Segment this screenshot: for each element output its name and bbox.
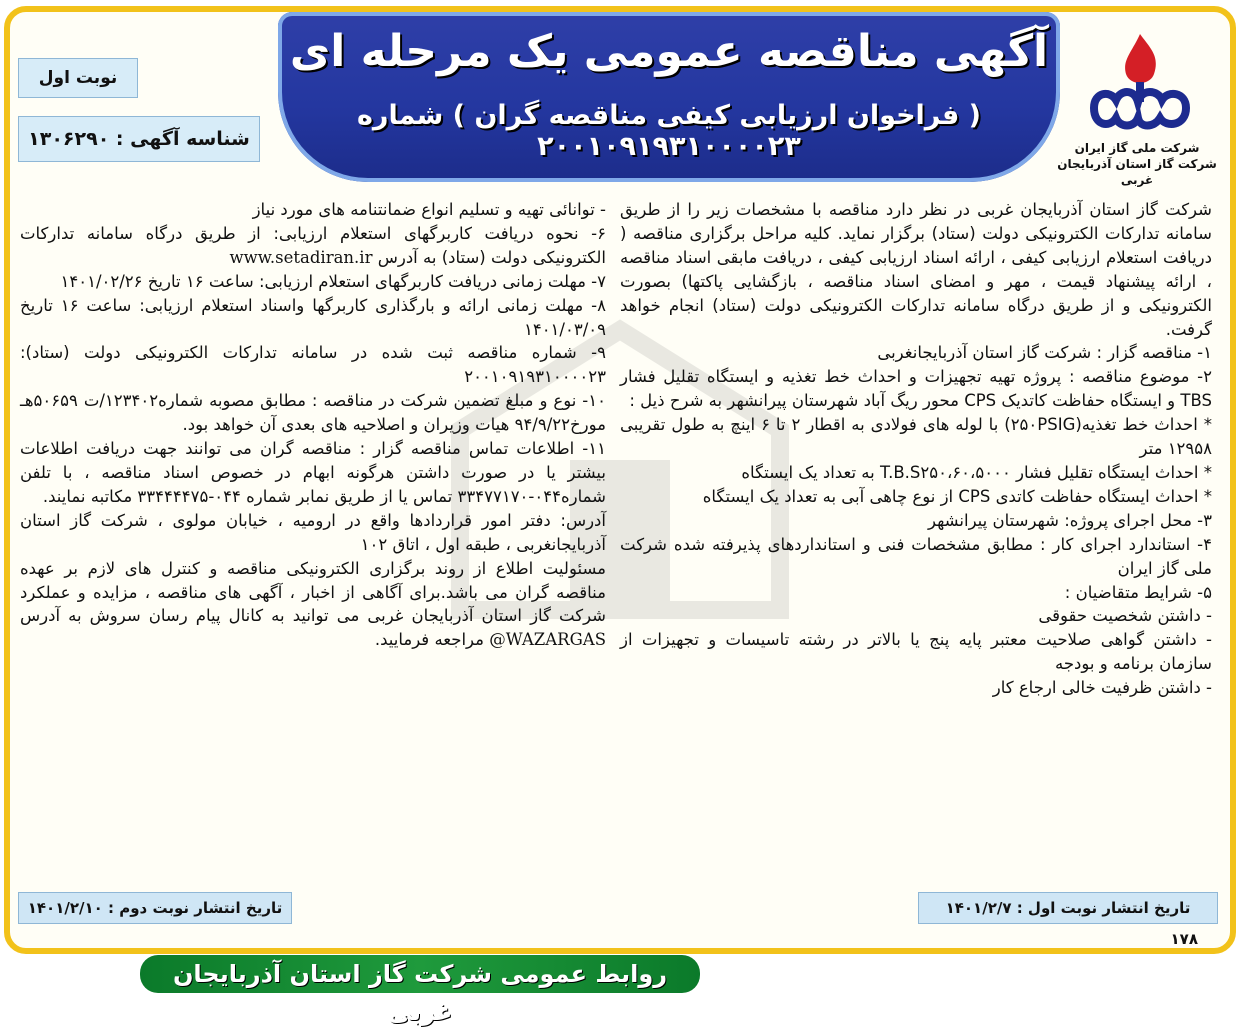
item-applicant-conditions: ۵- شرایط متقاضیان :: [1064, 582, 1212, 602]
item-tender-holder: ۱- مناقصه گزار : شرکت گاز استان آذربایجانغربی: [877, 343, 1212, 363]
item-receive-method: [20, 222, 606, 270]
item-submit-deadline: ۸- مهلت زمانی ارائه و بارگذاری کاربرگها واسناد استعلام ارزیابی: ساعت ۱۶ تاریخ ۱۴۰۱/۰۳/۰۹: [20, 295, 607, 339]
left-column: [20, 198, 606, 652]
condition-guarantee: - توانائی تهیه و تسلیم انواع ضمانتنامه های مورد نیاز: [252, 200, 606, 219]
item-cps-station: * احداث ایستگاه حفاظت کاتدی CPS از نوع چاهی آبی به تعداد یک ایستگاه: [702, 486, 1212, 506]
soroush-channel-link[interactable]: WAZARGAS@: [489, 630, 606, 650]
footer-banner: روابط عمومی شرکت گاز استان آذربایجان غربی: [140, 955, 700, 993]
item-feed-line: * احداث خط تغذیه(۲۵۰PSIG) با لوله های فولادی به اقطار ۲ تا ۶ اینچ به طول تقریبی ۱۲۹۵۸ متر: [620, 415, 1212, 459]
receive-method-text: ۶- نحوه دریافت کاربرگهای استعلام ارزیابی: از طریق درگاه سامانه تدارکات الکترونیکی دولت (ستاد) به آدرس: [20, 223, 606, 267]
second-publish-date: تاریخ انتشار نوبت دوم : ۱۴۰۱/۲/۱۰: [18, 892, 292, 924]
condition-capacity: - داشتن ظرفیت خالی ارجاع کار: [992, 678, 1212, 698]
item-tender-number: ۹- شماره مناقصه ثبت شده در سامانه تدارکات الکترونیکی دولت (ستاد): ۲۰۰۱۰۹۱۹۳۱۰۰۰۰۲۳: [20, 343, 606, 387]
item-tender-subject: ۲- موضوع مناقصه : پروژه تهیه تجهیزات و احداث خط تغذیه و ایستگاه تقلیل فشار TBS و ایستگاه حفاظت کاتدیک CPS محور ریگ آباد شهرستان پیرانشهر به شرح ذیل :: [620, 367, 1212, 411]
item-receive-deadline: ۷- مهلت زمانی دریافت کاربرگهای استعلام ارزیابی: ساعت ۱۶ تاریخ ۱۴۰۱/۰۲/۲۶: [60, 271, 606, 291]
item-standard: ۴- استاندارد اجرای کار : مطابق مشخصات فنی و استانداردهای پذیرفته شده شرکت ملی گاز ایران: [620, 534, 1212, 578]
address-paragraph: آدرس: دفتر امور قراردادها واقع در ارومیه ، خیابان مولوی ، شرکت گاز استان آذربایجانغربی ، طبقه اول ، اتاق ۱۰۲: [20, 510, 606, 554]
logo-caption: [1052, 140, 1222, 188]
page-subtitle: ( فراخوان ارزیابی کیفی مناقصه گران ) شماره ۲۰۰۱۰۹۱۹۳۱۰۰۰۰۲۳: [356, 100, 982, 162]
item-project-location: ۳- محل اجرای پروژه: شهرستان پیرانشهر: [927, 510, 1212, 530]
page-title: آگهی مناقصه عمومی یک مرحله ای: [289, 26, 1049, 77]
right-column: [620, 198, 1212, 700]
round-badge: نوبت اول: [18, 58, 138, 98]
page-number: ۱۷۸: [1170, 930, 1198, 948]
condition-certificate: - داشتن گواهی صلاحیت معتبر پایه پنج یا بالاتر در رشته تاسیسات و تجهیزات از سازمان برنامه و بودجه: [620, 630, 1212, 674]
item-contact-info: ۱۱- اطلاعات تماس مناقصه گزار : مناقصه گران می توانند جهت دریافت اطلاعات بیشتر یا در صورت داشتن هرگونه ابهام در خصوص اسناد مناقصه ، با تلفن شماره۰۴۴-۳۳۴۷۷۱۷۰ تماس یا از طریق نمابر شماره ۰۴۴-۳۳۴۴۴۴۷۵ مکاتبه نمایند.: [20, 439, 606, 506]
org-name-provincial: شرکت گاز استان آذربایجان غربی: [1057, 157, 1217, 187]
item-tbs-station: * احداث ایستگاه تقلیل فشار T.B.S۲۵۰،۶۰،۵۰۰۰ به تعداد یک ایستگاه: [741, 462, 1212, 482]
responsibility-paragraph: [20, 557, 606, 653]
item-guarantee-type: ۱۰- نوع و مبلغ تضمین شرکت در مناقصه : مطابق مصوبه شماره۱۲۳۴۰۲/ت ۵۰۶۵۹هـ مورخ۹۴/۹/۲۲ هیات وزیران و اصلاحیه های بعدی آن خواهد بود.: [20, 391, 606, 435]
ad-id-badge: شناسه آگهی : ۱۳۰۶۲۹۰: [18, 116, 260, 162]
org-name-national: شرکت ملی گاز ایران: [1074, 141, 1200, 155]
first-publish-date: تاریخ انتشار نوبت اول : ۱۴۰۱/۲/۷: [918, 892, 1218, 924]
responsibility-text: مسئولیت اطلاع از روند برگزاری الکترونیکی مناقصه و کنترل های لازم بر عهده مناقصه گران می باشد.برای آگاهی از اخبار ، آگهی های مناقصه ، مزایده و عملکرد شرکت گاز استان آذربایجان غربی می توانید به کانال پیام رسان سروش به آدرس: [20, 558, 606, 626]
condition-legal-entity: - داشتن شخصیت حقوقی: [1038, 606, 1212, 626]
responsibility-end: مراجعه فرمایید.: [374, 630, 484, 650]
setad-link[interactable]: www.setadiran.ir: [229, 247, 373, 267]
flame-logo-icon: [1080, 30, 1200, 140]
intro-paragraph: شرکت گاز استان آذربایجان غربی در نظر دارد مناقصه با مشخصات زیر را از طریق سامانه تدارکات الکترونیکی دولت (ستاد) برگزار نماید. کلیه مراحل برگزاری مناقصه ( دریافت استعلام ارزیابی کیفی ، ارائه اسناد ارزیابی کیفی ، دریافت مابقی اسناد مناقصه ، ارائه پیشنهاد قیمت ، مهر و امضای اسناد مناقصه ، بازگشایی پاکتها) بصورت الکترونیکی و از طریق درگاه سامانه تدارکات الکترونیکی دولت (ستاد) انجام خواهد گرفت.: [620, 200, 1212, 339]
